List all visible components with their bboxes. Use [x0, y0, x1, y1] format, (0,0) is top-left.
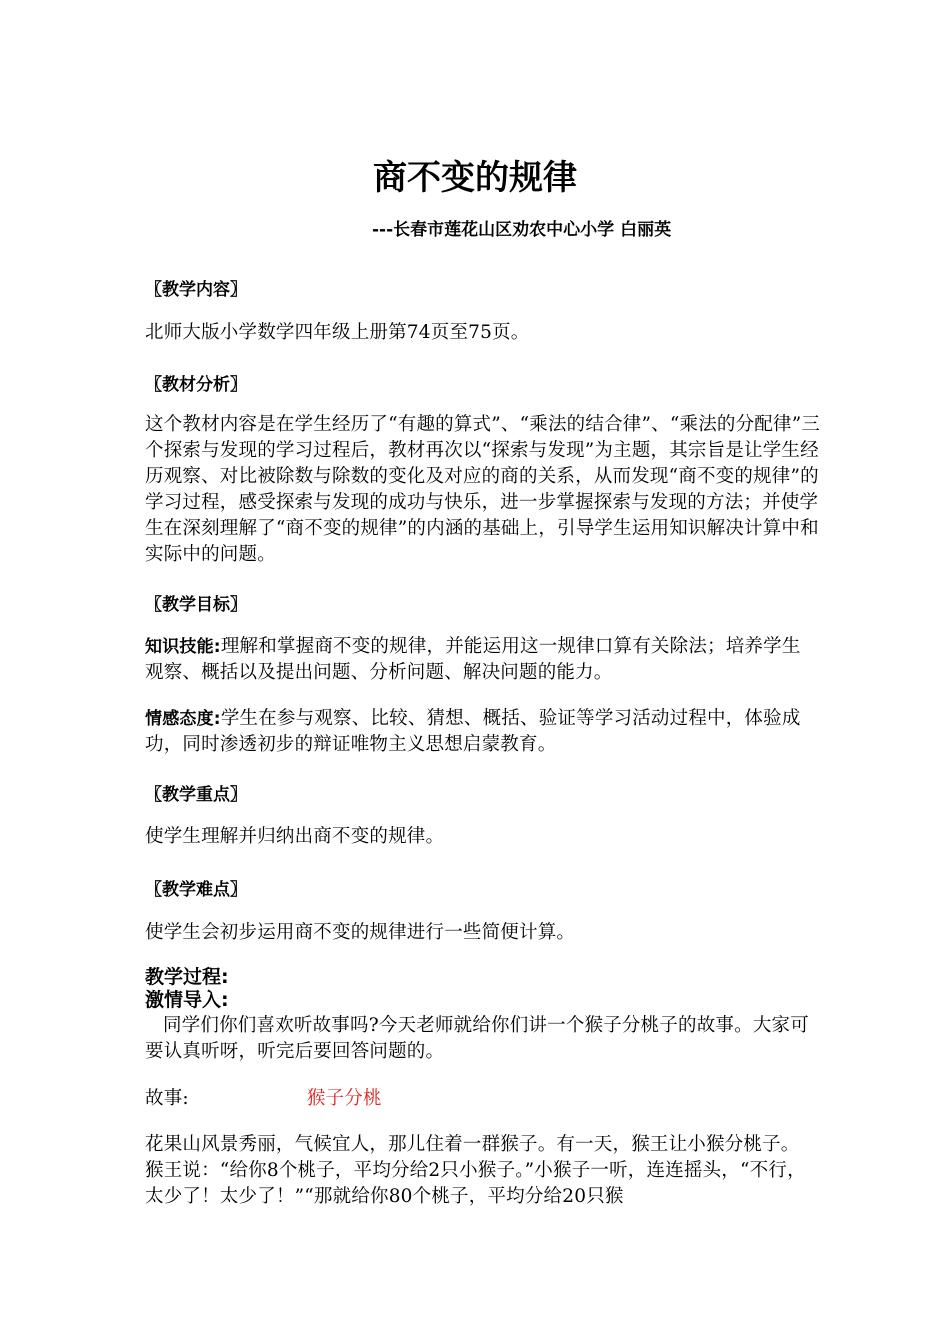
author-line: ---长春市莲花山区劝农中心小学 白丽英: [372, 220, 672, 240]
teaching-content-text: 北师大版小学数学四年级上册第74页至75页。: [145, 322, 530, 343]
heading-teaching-content: 〖教学内容〗: [145, 280, 247, 300]
heading-teaching-goals: 〖教学目标〗: [145, 595, 247, 615]
goal-knowledge-label: 知识技能:: [145, 637, 221, 657]
story-label: 故事:: [145, 1088, 189, 1109]
story-title: 猴子分桃: [306, 1088, 382, 1109]
material-analysis-text: 这个教材内容是在学生经历了“有趣的算式”、“乘法的结合律”、“乘法的分配律”三个探索与发现的学习过程后，教材再次以“探索与发现”为主题，其宗旨是让学生经历观察、对比被除数与除数的变化及对应的商的关系，从而发现“商不变的规律”的学习过程，感受探索与发现的成功与快乐，进一步掌握探索与发现的方法；并使学生在深刻理解了“商不变的规律”的内涵的基础上，引导学生运用知识解决计算中和实际中的问题。: [145, 414, 821, 565]
goal-emotion-label: 情感态度:: [145, 709, 221, 729]
goal-knowledge-paragraph: [145, 634, 810, 686]
intro-text: 同学们你们喜欢听故事吗?今天老师就给你们讲一个猴子分桃子的故事。大家可要认真听呀，听完后要回答问题的。: [145, 1015, 809, 1062]
key-point-text: 使学生理解并归纳出商不变的规律。: [145, 826, 445, 847]
difficulty-text: 使学生会初步运用商不变的规律进行一些简便计算。: [145, 922, 576, 943]
goal-emotion-paragraph: [145, 706, 810, 758]
heading-key-point: 〖教学重点〗: [145, 785, 247, 805]
document-title: 商不变的规律: [373, 158, 577, 198]
heading-teaching-process: 教学过程:: [145, 966, 229, 988]
story-line: [145, 1086, 810, 1112]
heading-material-analysis: 〖教材分析〗: [145, 375, 247, 395]
heading-difficulty: 〖教学难点〗: [145, 880, 247, 900]
heading-intro: 激情导入:: [145, 989, 229, 1011]
goal-knowledge-text: 理解和掌握商不变的规律，并能运用这一规律口算有关除法；培养学生观察、概括以及提出问题、分析问题、解决问题的能力。: [145, 636, 801, 683]
goal-emotion-text: 学生在参与观察、比较、猜想、概括、验证等学习活动过程中，体验成功，同时渗透初步的辩证唯物主义思想启蒙教育。: [145, 708, 801, 755]
story-text: 花果山风景秀丽，气候宜人，那儿住着一群猴子。有一天，猴王让小猴分桃子。猴王说：“给你8个桃子，平均分给2只小猴子。”小猴子一听，连连摇头，“不行，太少了！太少了！”“那就给你80个桃子，平均分给20只猴: [145, 1134, 806, 1207]
